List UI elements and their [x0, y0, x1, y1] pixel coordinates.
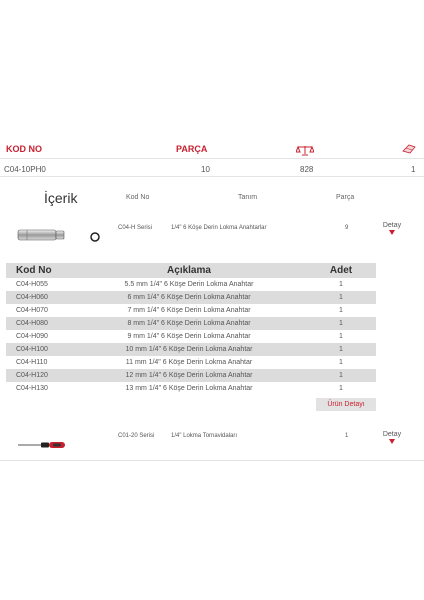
cell-aciklama: 9 mm 1/4" 6 Köşe Derin Lokma Anahtar: [72, 330, 306, 343]
screwdriver-product-image: [17, 437, 67, 455]
table-row: [6, 278, 376, 291]
cell-kod: C04-H110: [6, 356, 72, 369]
table-row: [6, 356, 376, 369]
th-aciklama: Açıklama: [72, 263, 306, 278]
row-kod: C01-20 Serisi: [118, 433, 155, 439]
cell-adet: 1: [306, 330, 376, 343]
cell-adet: 1: [306, 304, 376, 317]
row-parca: 9: [345, 225, 349, 231]
col-tanim: Tanım: [238, 194, 258, 201]
cell-aciklama: 6 mm 1/4" 6 Köşe Derin Lokma Anahtar: [72, 291, 306, 304]
col-parca: Parça: [336, 194, 355, 201]
cell-kod: C04-H130: [6, 382, 72, 395]
table-row: [6, 317, 376, 330]
cell-adet: 1: [306, 317, 376, 330]
cell-aciklama: 7 mm 1/4" 6 Köşe Derin Lokma Anahtar: [72, 304, 306, 317]
urun-detayi-link[interactable]: Ürün Detayı: [316, 398, 376, 411]
row-tanim: 1/4" Lokma Tornavidaları: [171, 433, 238, 439]
cell-kod: C04-H055: [6, 278, 72, 291]
row-parca: 1: [345, 433, 349, 439]
detay-label: Detay: [382, 222, 402, 229]
detay-button[interactable]: [380, 222, 404, 235]
cell-aciklama: 13 mm 1/4" 6 Köşe Derin Lokma Anahtar: [72, 382, 306, 395]
row-kod: C04-H Serisi: [118, 225, 153, 231]
table-row: [6, 382, 376, 395]
cell-kod: C04-H070: [6, 304, 72, 317]
caret-down-icon: [389, 230, 395, 235]
table-row: [6, 291, 376, 304]
cell-adet: 1: [306, 291, 376, 304]
col-kod-no: Kod No: [126, 194, 150, 201]
detay-button[interactable]: [380, 431, 404, 444]
summary-qty: 1: [411, 165, 416, 174]
cell-kod: C04-H090: [6, 330, 72, 343]
cell-aciklama: 12 mm 1/4" 6 Köşe Derin Lokma Anahtar: [72, 369, 306, 382]
th-adet: Adet: [306, 263, 376, 278]
cell-adet: 1: [306, 382, 376, 395]
header-divider: [0, 158, 424, 159]
table-row: [6, 304, 376, 317]
summary-code: C04-10PH0: [4, 165, 46, 174]
table-row: [6, 330, 376, 343]
cell-kod: C04-H120: [6, 369, 72, 382]
cell-aciklama: 8 mm 1/4" 6 Köşe Derin Lokma Anahtar: [72, 317, 306, 330]
detay-label: Detay: [382, 431, 402, 438]
cell-kod: C04-H080: [6, 317, 72, 330]
cell-adet: 1: [306, 369, 376, 382]
cell-aciklama: 10 mm 1/4" 6 Köşe Derin Lokma Anahtar: [72, 343, 306, 356]
cell-aciklama: 5.5 mm 1/4" 6 Köşe Derin Lokma Anahtar: [72, 278, 306, 291]
socket-end-icon: [90, 229, 100, 247]
summary-parca: 10: [201, 165, 210, 174]
table-row: [6, 369, 376, 382]
kod-no-header: KOD NO: [6, 144, 42, 154]
th-kod-no: Kod No: [6, 263, 72, 278]
cell-aciklama: 11 mm 1/4" 6 Köşe Derin Lokma Anahtar: [72, 356, 306, 369]
cell-adet: 1: [306, 356, 376, 369]
summary-weight: 828: [300, 165, 314, 174]
cell-kod: C04-H060: [6, 291, 72, 304]
contents-title: İçerik: [44, 190, 78, 206]
summary-divider: [0, 176, 424, 177]
items-table: [6, 263, 376, 395]
parca-header: PARÇA: [176, 144, 208, 154]
caret-down-icon: [389, 439, 395, 444]
cell-kod: C04-H100: [6, 343, 72, 356]
table-header-row: [6, 263, 376, 278]
row-tanim: 1/4" 6 Köşe Derin Lokma Anahtarlar: [171, 225, 267, 231]
table-row: [6, 343, 376, 356]
cell-adet: 1: [306, 278, 376, 291]
cell-adet: 1: [306, 343, 376, 356]
socket-product-image: [17, 228, 65, 246]
